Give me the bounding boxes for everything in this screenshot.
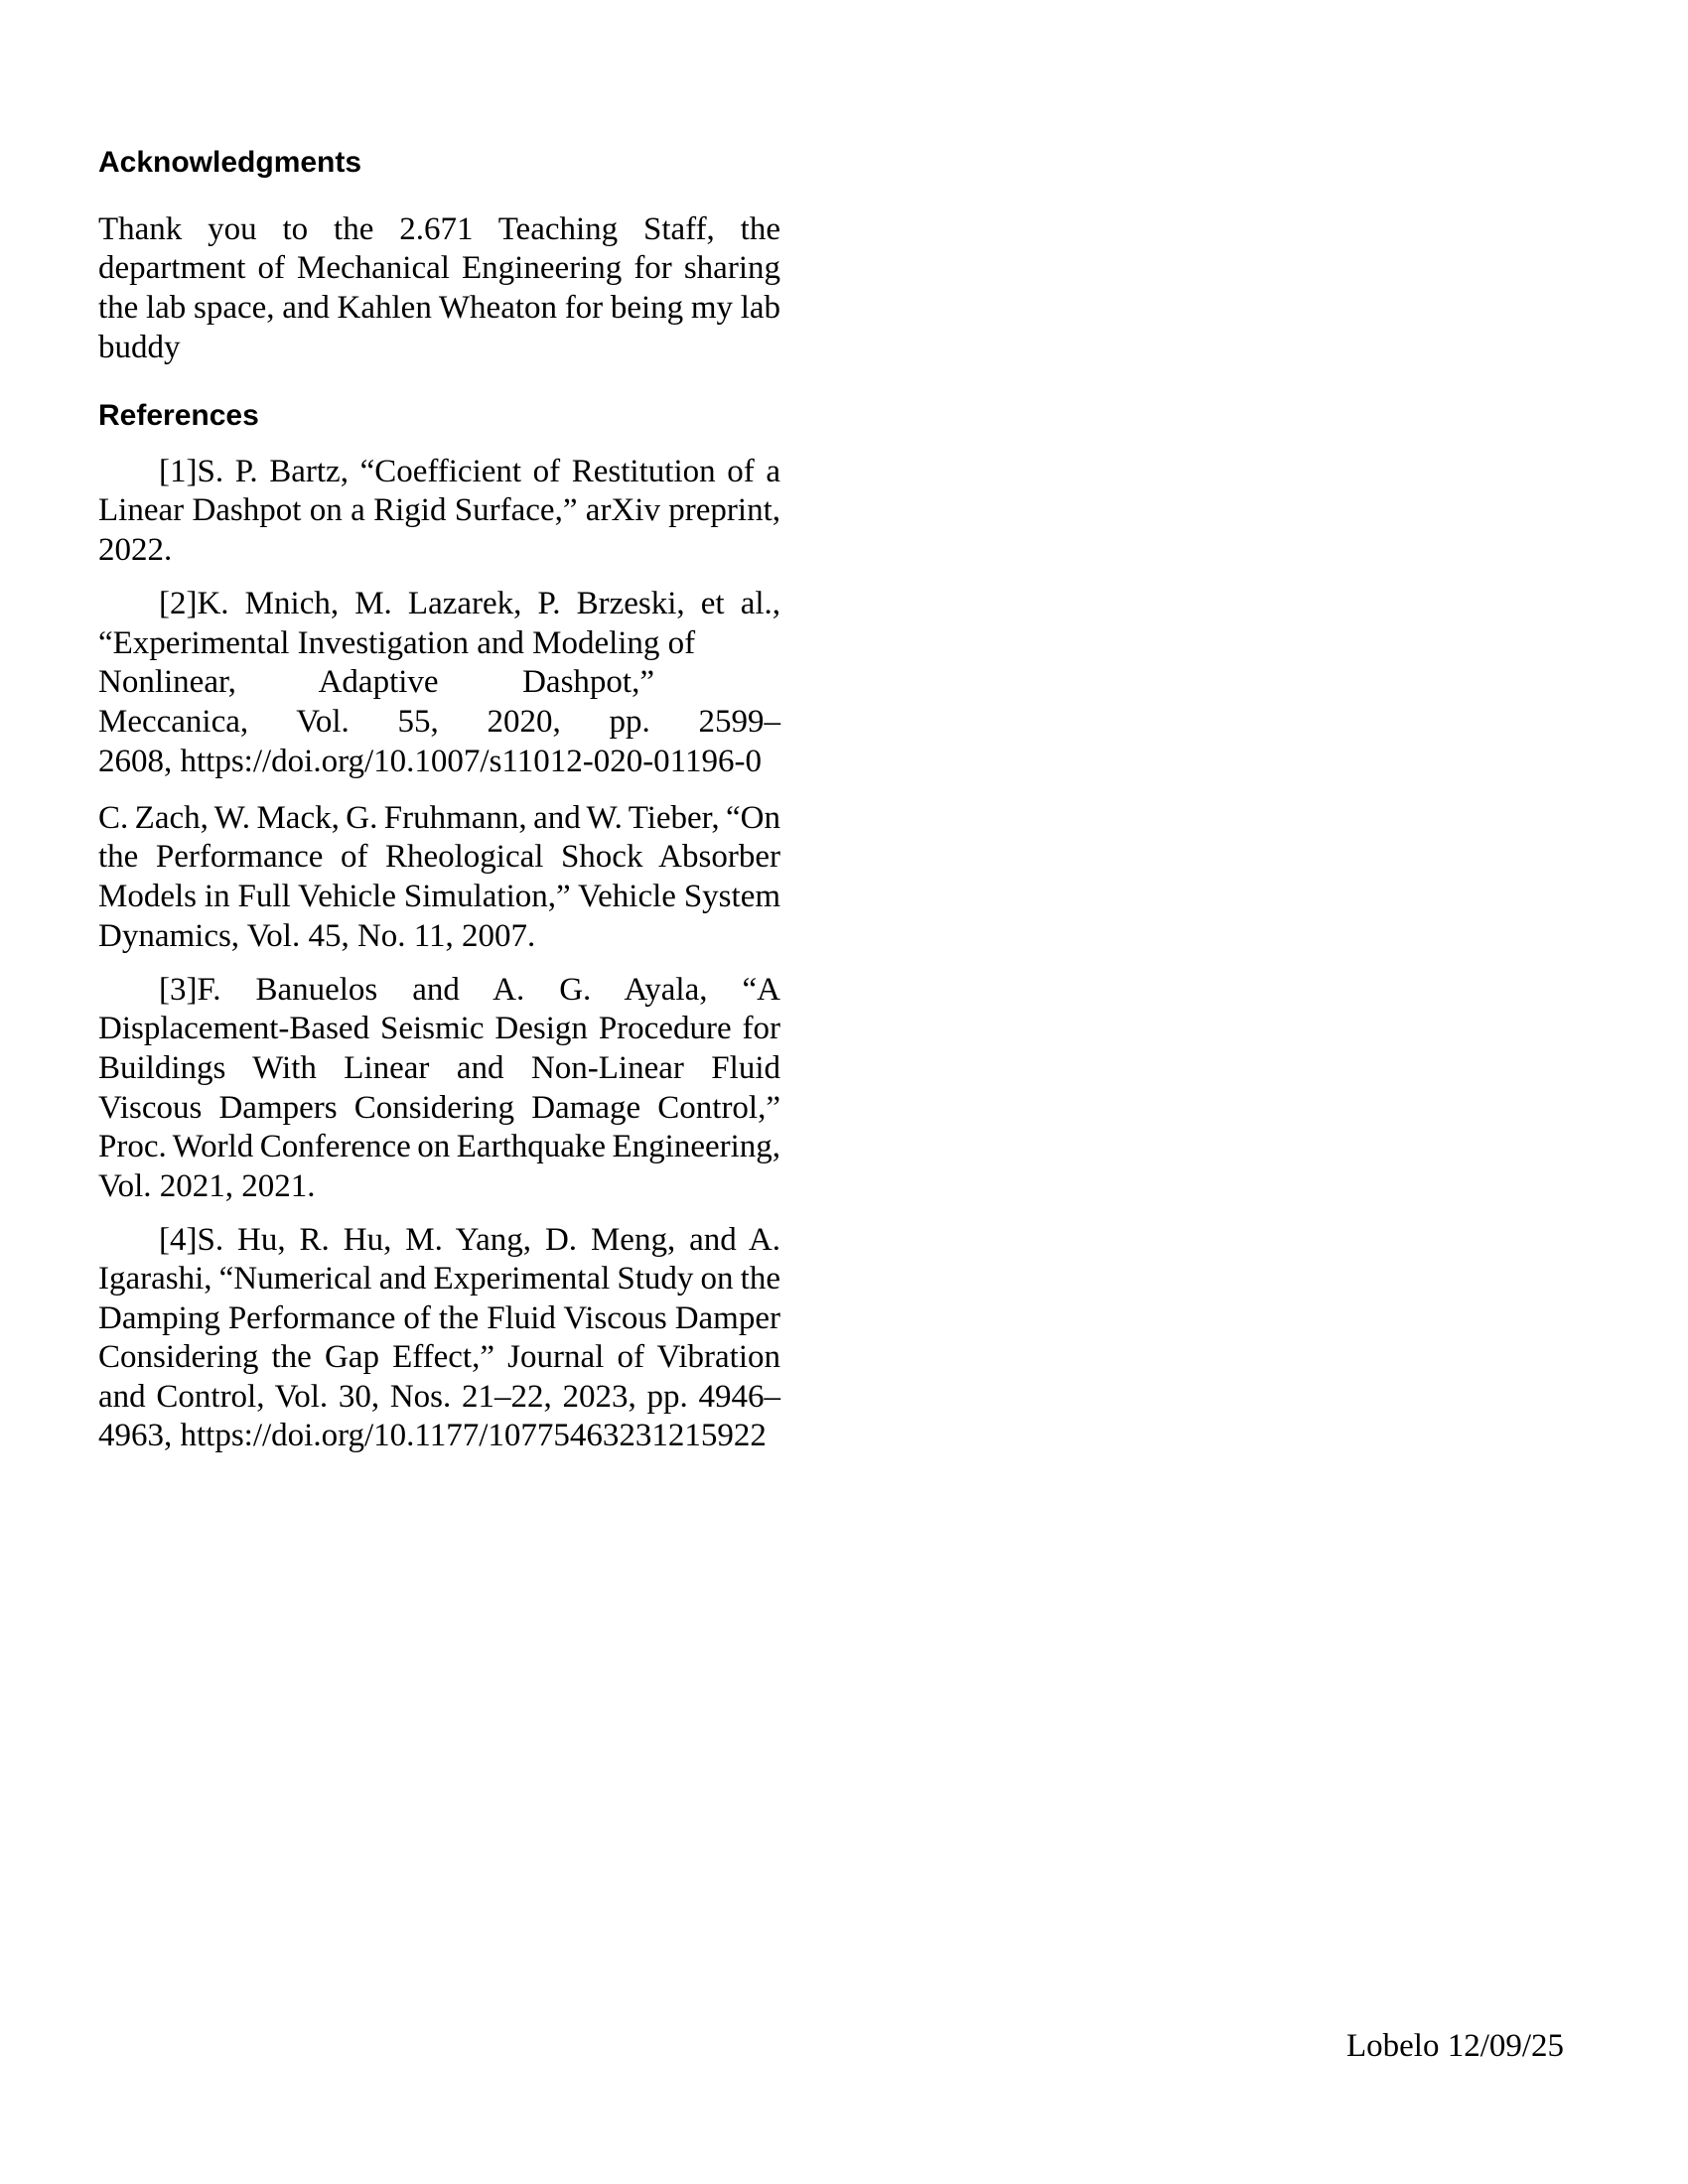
text-line: the lab space, and Kahlen Wheaton for being my lab — [98, 290, 781, 326]
text-line: Linear Dashpot on a Rigid Surface,” arXiv preprint, — [98, 492, 780, 528]
text-line: buddy — [98, 330, 181, 365]
text-line: Nonlinear, Adaptive Dashpot,” — [98, 664, 654, 700]
text-line: 2608, https://doi.org/10.1007/s11012-020-01196-0 — [98, 744, 762, 779]
text-line: department of Mechanical Engineering for sharing — [98, 250, 780, 286]
text-line: Models in Full Vehicle Simulation,” Vehicle System — [98, 879, 781, 914]
text-line: and Control, Vol. 30, Nos. 21–22, 2023, pp. 4946– — [98, 1379, 780, 1415]
text-line: Considering the Gap Effect,” Journal of Vibration — [98, 1339, 781, 1375]
text-line: 2022. — [98, 532, 173, 568]
text-line: the Performance of Rheological Shock Absorber — [98, 839, 780, 875]
text-line: Buildings With Linear and Non-Linear Fluid — [98, 1050, 781, 1086]
text-line: Damping Performance of the Fluid Viscous Damper — [98, 1300, 780, 1336]
text-line: 4963, https://doi.org/10.1177/10775463231215922 — [98, 1418, 767, 1453]
page-footer: Lobelo 12/09/25 — [1346, 2028, 1565, 2064]
text-line: Thank you to the 2.671 Teaching Staff, the — [98, 211, 780, 247]
text-line: “Experimental Investigation and Modeling of — [98, 625, 696, 661]
acknowledgments-heading: Acknowledgments — [98, 146, 362, 179]
text-line: Displacement-Based Seismic Design Procedure for — [98, 1011, 780, 1046]
text-line: Igarashi, “Numerical and Experimental Study on the — [98, 1261, 780, 1297]
text-line: Meccanica, Vol. 55, 2020, pp. 2599– — [98, 704, 780, 740]
text-line: Vol. 2021, 2021. — [98, 1168, 316, 1204]
text-line: Dynamics, Vol. 45, No. 11, 2007. — [98, 918, 536, 954]
text-line: Viscous Dampers Considering Damage Control,” — [98, 1090, 780, 1126]
text-line: Proc. World Conference on Earthquake Engineering, — [98, 1129, 781, 1164]
text-line: [2]K. Mnich, M. Lazarek, P. Brzeski, et al., — [159, 586, 781, 621]
text-line: [4]S. Hu, R. Hu, M. Yang, D. Meng, and A. — [159, 1222, 780, 1258]
text-line: C. Zach, W. Mack, G. Fruhmann, and W. Tieber, “On — [98, 800, 780, 836]
text-line: [3]F. Banuelos and A. G. Ayala, “A — [159, 972, 780, 1008]
references-heading: References — [98, 399, 259, 432]
text-line: [1]S. P. Bartz, “Coefficient of Restitution of a — [159, 454, 780, 489]
